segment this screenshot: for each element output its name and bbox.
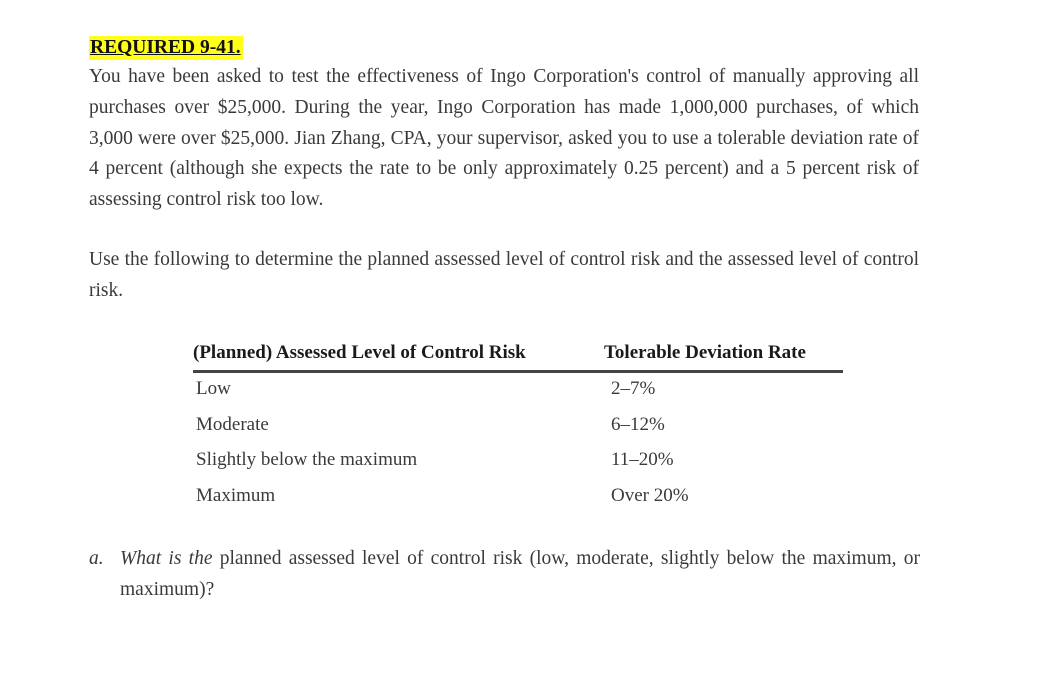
section-heading: REQUIRED 9-41. (90, 37, 241, 58)
deviation-rate-cell: Over 20% (611, 484, 689, 506)
instruction-paragraph: Use the following to determine the planned assessed level of control risk and the assessed level of control risk. (89, 249, 919, 301)
table-row (193, 480, 843, 516)
control-risk-table (193, 338, 843, 515)
risk-level-cell: Moderate (196, 413, 269, 435)
deviation-rate-cell: 6–12% (611, 413, 665, 435)
header-deviation-rate: Tolerable Deviation Rate (604, 342, 806, 363)
problem-paragraph: You have been asked to test the effectiveness of Ingo Corporation's control of manually approving all purchases over $25,000. During the year, Ingo Corporation has made 1,000,000 purchases, of which 3,000 were over $25,000. Jian Zhang, CPA, your supervisor, asked you to use a tolerable deviation rate of 4 percent (although she expects the rate to be only approximately 0.25 percent) and a 5 percent risk of assessing control risk too low. (89, 66, 919, 211)
deviation-rate-cell: 11–20% (611, 449, 674, 470)
deviation-rate-cell: 2–7% (611, 378, 656, 399)
table-header (193, 338, 843, 373)
question-body-text: planned assessed level of control risk (low, moderate, slightly below the maximum, or maximum)? (120, 548, 921, 600)
question-italic-text: What is the (120, 548, 213, 569)
risk-level-cell: Slightly below the maximum (196, 449, 418, 470)
header-control-risk: (Planned) Assessed Level of Control Risk (193, 342, 526, 363)
question-text (120, 544, 920, 606)
table-row (193, 444, 843, 480)
risk-level-cell: Maximum (196, 484, 276, 506)
question-letter: a. (89, 548, 104, 569)
risk-level-cell: Low (196, 378, 231, 399)
table-row (193, 409, 843, 445)
table-row (193, 373, 843, 409)
